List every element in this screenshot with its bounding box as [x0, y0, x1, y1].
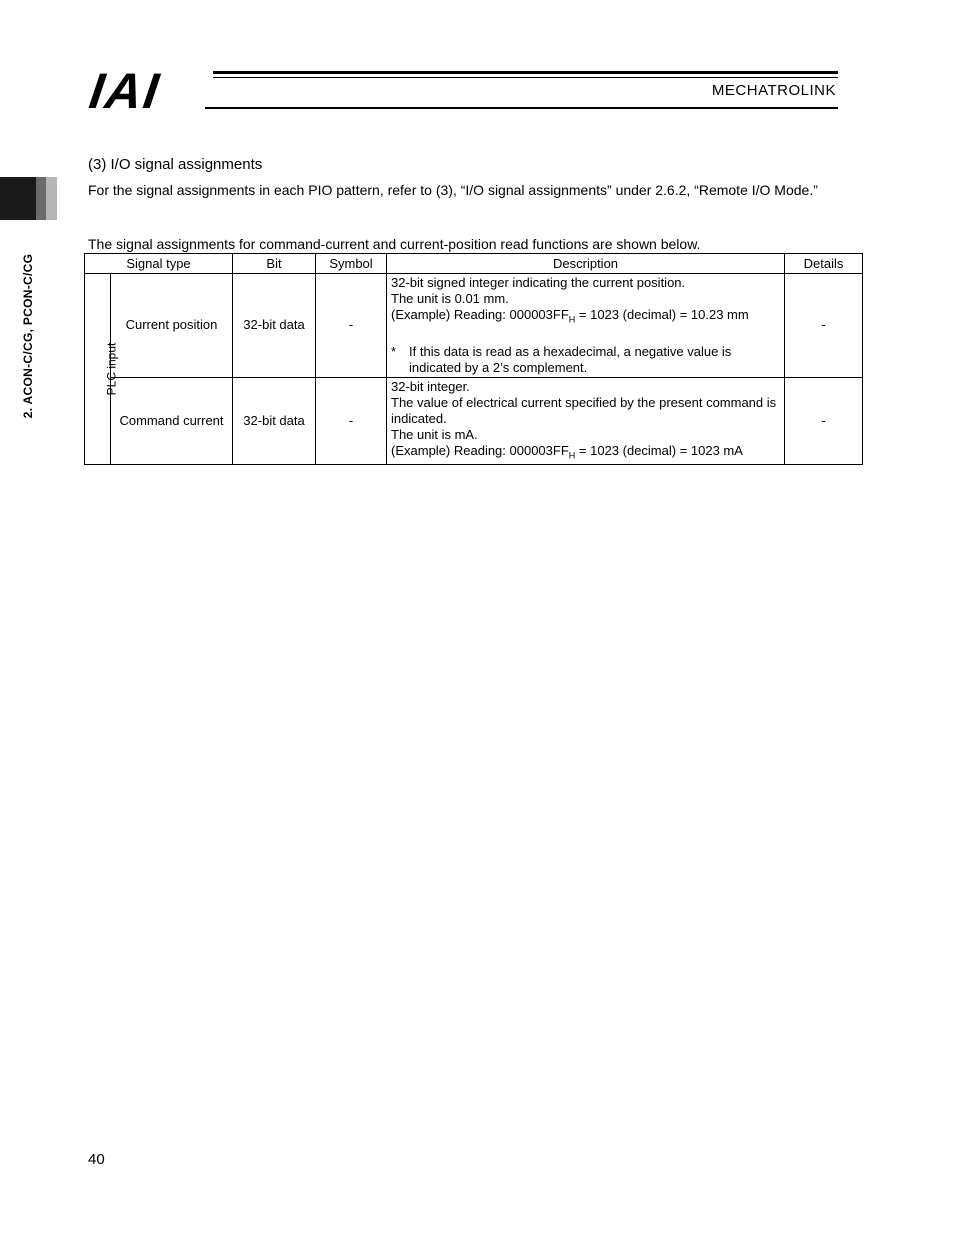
desc-line: 32-bit integer. — [391, 378, 470, 394]
cell-bit: 32-bit data — [233, 377, 316, 465]
cell-signal-type: Command current — [111, 377, 233, 465]
example-prefix: (Example) Reading: 000003FF — [391, 307, 569, 322]
note-text: If this data is read as a hexadecimal, a negative value is indicated by a 2’s complement. — [409, 343, 732, 375]
header-details: Details — [785, 254, 863, 274]
table-intro-paragraph: The signal assignments for command-current and current-position read functions are shown below. — [88, 236, 701, 252]
cell-details: - — [785, 274, 863, 378]
desc-example — [391, 443, 780, 464]
desc-line: The unit is mA. — [391, 426, 478, 442]
cell-signal-type: Current position — [111, 274, 233, 378]
page-number: 40 — [88, 1151, 105, 1168]
intro-paragraph: For the signal assignments in each PIO pattern, refer to (3), “I/O signal assignments” under 2.6.2, “Remote I/O Mode.” — [88, 182, 818, 198]
chapter-side-label — [18, 234, 38, 438]
desc-note — [391, 344, 780, 376]
example-subscript: H — [568, 314, 576, 325]
chapter-side-label-text: 2. ACON-C/CG, PCON-C/CG — [21, 253, 35, 419]
desc-line: The value of electrical current specified by the present command is indicated. — [391, 394, 777, 426]
header-label: MECHATROLINK — [711, 82, 836, 99]
group-label-plc-input: PLC input — [104, 342, 119, 396]
cell-description — [387, 377, 785, 465]
desc-spacer — [391, 328, 780, 344]
section-title: (3) I/O signal assignments — [88, 156, 263, 173]
iai-logo: IAI — [86, 63, 164, 119]
cell-details: - — [785, 377, 863, 465]
cell-symbol: - — [316, 377, 387, 465]
example-subscript: H — [568, 450, 576, 461]
header-description: Description — [387, 254, 785, 274]
table-row-current-position — [85, 274, 863, 378]
example-suffix: = 1023 (decimal) = 1023 mA — [575, 442, 743, 458]
header-symbol: Symbol — [316, 254, 387, 274]
cell-bit: 32-bit data — [233, 274, 316, 378]
header-rule-bottom — [205, 107, 838, 109]
chapter-tab-marker-light — [46, 177, 57, 220]
cell-description — [387, 274, 785, 378]
header-bit: Bit — [233, 254, 316, 274]
desc-line: 32-bit signed integer indicating the current position. — [391, 275, 686, 290]
example-prefix: (Example) Reading: 000003FF — [391, 442, 569, 458]
desc-line: The unit is 0.01 mm. — [391, 291, 509, 306]
signal-assignment-table — [84, 253, 863, 465]
chapter-tab-marker-mid — [36, 177, 46, 220]
table-header-row — [85, 254, 863, 274]
group-label-cell — [85, 274, 119, 465]
chapter-tab-marker — [0, 177, 36, 220]
desc-example — [391, 307, 780, 328]
table-row-command-current — [85, 377, 863, 465]
example-suffix: = 1023 (decimal) = 10.23 mm — [575, 307, 749, 322]
header-signal-type: Signal type — [85, 254, 233, 274]
header-rule-thin — [213, 77, 838, 78]
header-rule — [213, 71, 838, 74]
cell-symbol: - — [316, 274, 387, 378]
note-asterisk: * — [391, 343, 397, 359]
